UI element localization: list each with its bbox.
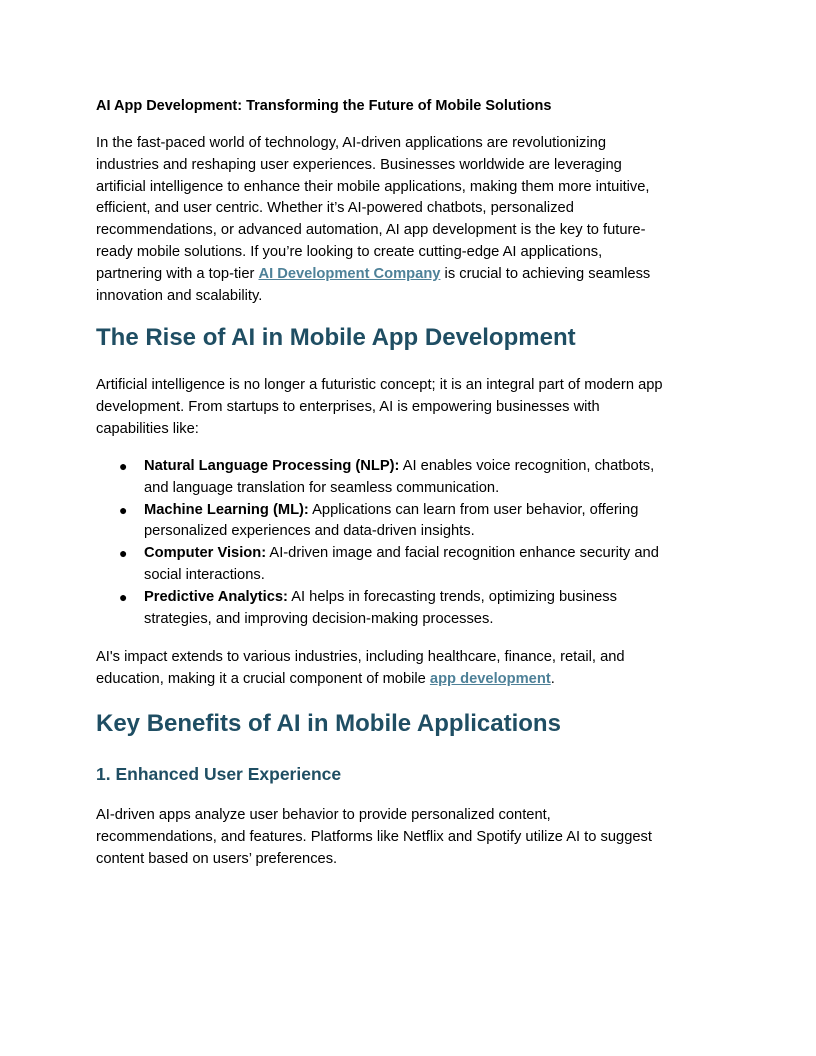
list-item — [96, 456, 720, 500]
list-item — [96, 543, 720, 587]
section1-closing-paragraph — [96, 647, 720, 691]
intro-line: industries and reshaping user experiences. Businesses worldwide are leveraging — [96, 156, 622, 173]
section1-line: Artificial intelligence is no longer a futuristic concept; it is an integral part of modern app — [96, 377, 663, 393]
capabilities-list — [96, 456, 720, 630]
list-item-term: Machine Learning (ML): — [144, 501, 309, 518]
ai-development-company-link[interactable]: AI Development Company — [258, 265, 441, 282]
list-item — [96, 500, 720, 544]
intro-line: innovation and scalability. — [96, 287, 263, 304]
document-title: AI App Development: Transforming the Future of Mobile Solutions — [96, 98, 552, 114]
enhanced-ux-paragraph — [96, 805, 720, 870]
list-item-text: AI-driven image and facial recognition enhance security and — [266, 545, 659, 562]
intro-line: In the fast-paced world of technology, AI-driven applications are revolutionizing — [96, 135, 607, 151]
section-heading-rise-of-ai: The Rise of AI in Mobile App Development — [96, 324, 576, 351]
list-item-term: Predictive Analytics: — [144, 588, 288, 605]
section-heading-key-benefits: Key Benefits of AI in Mobile Applications — [96, 710, 561, 737]
list-item-text: strategies, and improving decision-making processes. — [144, 610, 494, 627]
closing-line: AI's impact extends to various industries, including healthcare, finance, retail, and — [96, 649, 625, 665]
closing-line-text: . — [550, 670, 555, 687]
intro-line-text: is crucial to achieving seamless — [440, 265, 651, 282]
enhanced-ux-line: recommendations, and features. Platforms like Netflix and Spotify utilize AI to suggest — [96, 828, 652, 845]
list-item-text: personalized experiences and data-driven insights. — [144, 523, 475, 540]
list-item-text: and language translation for seamless communication. — [144, 479, 500, 496]
intro-line-text: partnering with a top-tier — [96, 265, 259, 282]
list-item-text: Applications can learn from user behavior, offering — [308, 501, 639, 518]
intro-line: ready mobile solutions. If you’re looking to create cutting-edge AI applications, — [96, 243, 603, 260]
section1-paragraph — [96, 375, 720, 440]
intro-line — [96, 264, 720, 286]
bullet-icon: ● — [119, 545, 128, 562]
enhanced-ux-line: content based on users’ preferences. — [96, 850, 338, 867]
section1-line: development. From startups to enterprises, AI is empowering businesses with — [96, 398, 600, 415]
intro-line: recommendations, or advanced automation, AI app development is the key to future- — [96, 222, 646, 239]
list-item-term: Computer Vision: — [144, 545, 267, 562]
intro-line: efficient, and user centric. Whether it’s AI-powered chatbots, personalized — [96, 200, 574, 217]
bullet-icon: ● — [119, 588, 128, 605]
section1-line: capabilities like: — [96, 420, 199, 437]
intro-line: artificial intelligence to enhance their mobile applications, making them more intuitive, — [96, 178, 650, 195]
closing-line — [96, 669, 720, 691]
list-item — [96, 587, 720, 631]
list-item-term: Natural Language Processing (NLP): — [144, 458, 400, 474]
bullet-icon: ● — [119, 501, 128, 518]
list-item-text: social interactions. — [144, 566, 265, 583]
closing-line-text: education, making it a crucial component of mobile — [96, 670, 430, 687]
enhanced-ux-line: AI-driven apps analyze user behavior to provide personalized content, — [96, 807, 551, 823]
bullet-icon: ● — [119, 458, 128, 474]
app-development-link[interactable]: app development — [429, 670, 551, 687]
intro-paragraph — [96, 133, 720, 307]
list-item-text: AI enables voice recognition, chatbots, — [399, 458, 655, 474]
list-item-text: AI helps in forecasting trends, optimizing business — [287, 588, 617, 605]
subsection-heading-enhanced-ux: 1. Enhanced User Experience — [96, 764, 342, 784]
